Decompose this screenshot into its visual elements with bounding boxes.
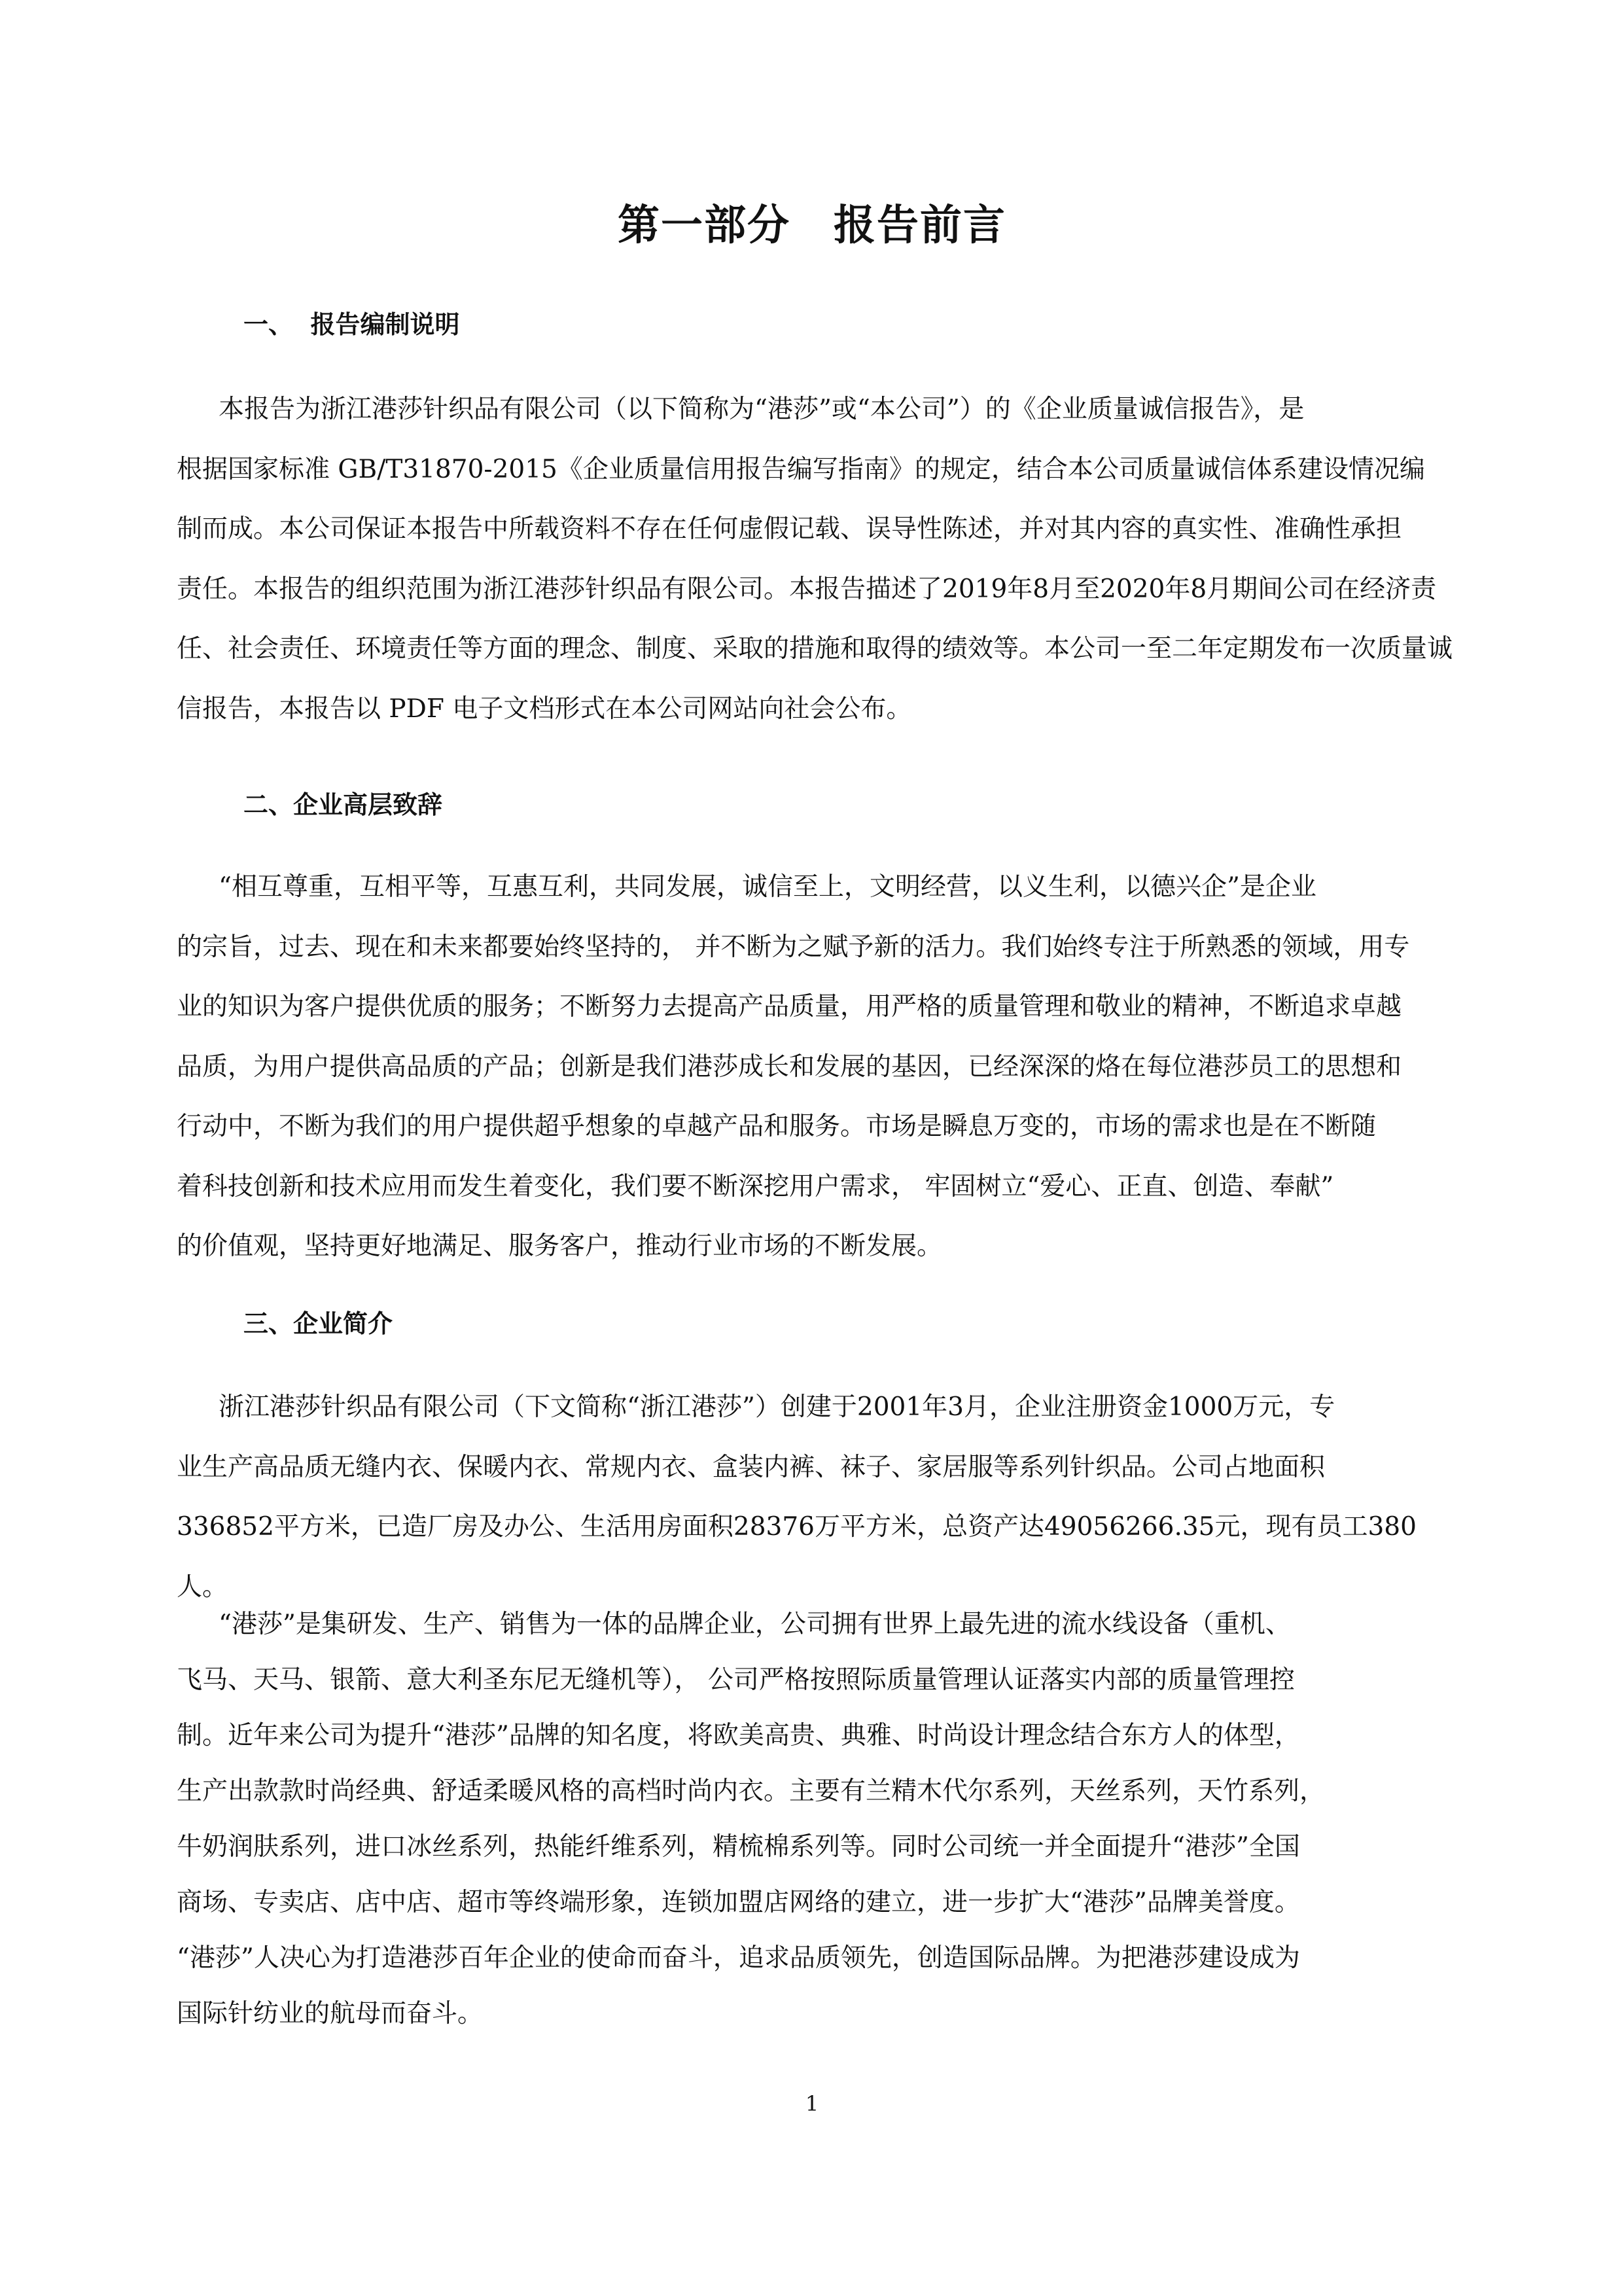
paragraph-line: 任、社会责任、环境责任等方面的理念、制度、采取的措施和取得的绩效等。本公司一至二年定期发布一次质量诚	[177, 634, 1453, 663]
page-title: 第一部分 报告前言	[618, 202, 1006, 250]
section-heading-leadership-address: 二、企业高层致辞	[243, 790, 443, 819]
paragraph-line: “相互尊重，互相平等，互惠互利，共同发展，诚信至上，文明经营，以义生利，以德兴企”是企业	[219, 872, 1316, 902]
section-body-company-profile	[177, 1377, 1472, 1617]
paragraph-line: “港莎”是集研发、生产、销售为一体的品牌企业，公司拥有世界上最先进的流水线设备（重机、	[219, 1610, 1291, 1639]
paragraph-line: 国际针纺业的航母而奋斗。	[177, 1999, 484, 2028]
paragraph-line: 制。近年来公司为提升“港莎”品牌的知名度，将欧美高贵、典雅、时尚设计理念结合东方人的体型，	[177, 1721, 1300, 1750]
paragraph-line: 生产出款款时尚经典、舒适柔暖风格的高档时尚内衣。主要有兰精木代尔系列，天丝系列，天竹系列，	[177, 1776, 1326, 1806]
paragraph-line: 品质，为用户提供高品质的产品；创新是我们港莎成长和发展的基因，已经深深的烙在每位港莎员工的思想和	[177, 1051, 1402, 1082]
paragraph-line: 本报告为浙江港莎针织品有限公司（以下简称为“港莎”或“本公司”）的《企业质量诚信报告》，是	[219, 395, 1305, 424]
section-body-company-profile-brand	[177, 1597, 1472, 2041]
page-number: 1	[805, 2091, 819, 2116]
paragraph-line: 336852平方米，已造厂房及办公、生活用房面积28376万平方米，总资产达49056266.35元，现有员工380	[177, 1512, 1417, 1542]
paragraph-line: 责任。本报告的组织范围为浙江港莎针织品有限公司。本报告描述了2019年8月至2020年8月期间公司在经济责	[177, 574, 1437, 604]
paragraph-line: “港莎”人决心为打造港莎百年企业的使命而奋斗，追求品质领先，创造国际品牌。为把港莎建设成为	[177, 1943, 1300, 1973]
paragraph-line: 浙江港莎针织品有限公司（下文简称“浙江港莎”）创建于2001年3月，企业注册资金1000万元，专	[219, 1392, 1335, 1422]
paragraph-line: 着科技创新和技术应用而发生着变化，我们要不断深挖用户需求， 牢固树立“爱心、正直、创造、奉献”	[177, 1171, 1334, 1201]
paragraph-line: 根据国家标准 GB/T31870-2015《企业质量信用报告编写指南》的规定，结合本公司质量诚信体系建设情况编	[177, 454, 1425, 484]
paragraph-line: 飞马、天马、银箭、意大利圣东尼无缝机等）， 公司严格按照际质量管理认证落实内部的质量管理控	[177, 1665, 1295, 1695]
paragraph-line: 的宗旨，过去、现在和未来都要始终坚持的， 并不断为之赋予新的活力。我们始终专注于所熟悉的领域，用专	[177, 932, 1410, 962]
paragraph-line: 业生产高品质无缝内衣、保暖内衣、常规内衣、盒装内裤、袜子、家居服等系列针织品。公司占地面积	[177, 1452, 1326, 1482]
paragraph-line: 人。	[177, 1572, 228, 1602]
paragraph-line: 业的知识为客户提供优质的服务；不断努力去提高产品质量，用严格的质量管理和敬业的精神，不断追求卓越	[177, 992, 1402, 1021]
paragraph-line: 信报告，本报告以 PDF 电子文档形式在本公司网站向社会公布。	[177, 694, 912, 724]
paragraph-line: 的价值观，坚持更好地满足、服务客户，推动行业市场的不断发展。	[177, 1231, 943, 1261]
paragraph-line: 行动中，不断为我们的用户提供超乎想象的卓越产品和服务。市场是瞬息万变的，市场的需求也是在不断随	[177, 1112, 1377, 1141]
paragraph-line: 制而成。本公司保证本报告中所载资料不存在任何虚假记载、误导性陈述，并对其内容的真实性、准确性承担	[177, 514, 1402, 544]
section-body-preparation	[177, 380, 1472, 739]
section-heading-preparation: 一、 报告编制说明	[243, 310, 460, 339]
section-heading-company-profile: 三、企业简介	[243, 1309, 393, 1338]
section-body-leadership-address	[177, 857, 1472, 1277]
paragraph-line: 商场、专卖店、店中店、超市等终端形象，连锁加盟店网络的建立，进一步扩大“港莎”品牌美誉度。	[177, 1888, 1300, 1917]
paragraph-line: 牛奶润肤系列，进口冰丝系列，热能纤维系列，精梳棉系列等。同时公司统一并全面提升“港莎”全国	[177, 1832, 1300, 1862]
